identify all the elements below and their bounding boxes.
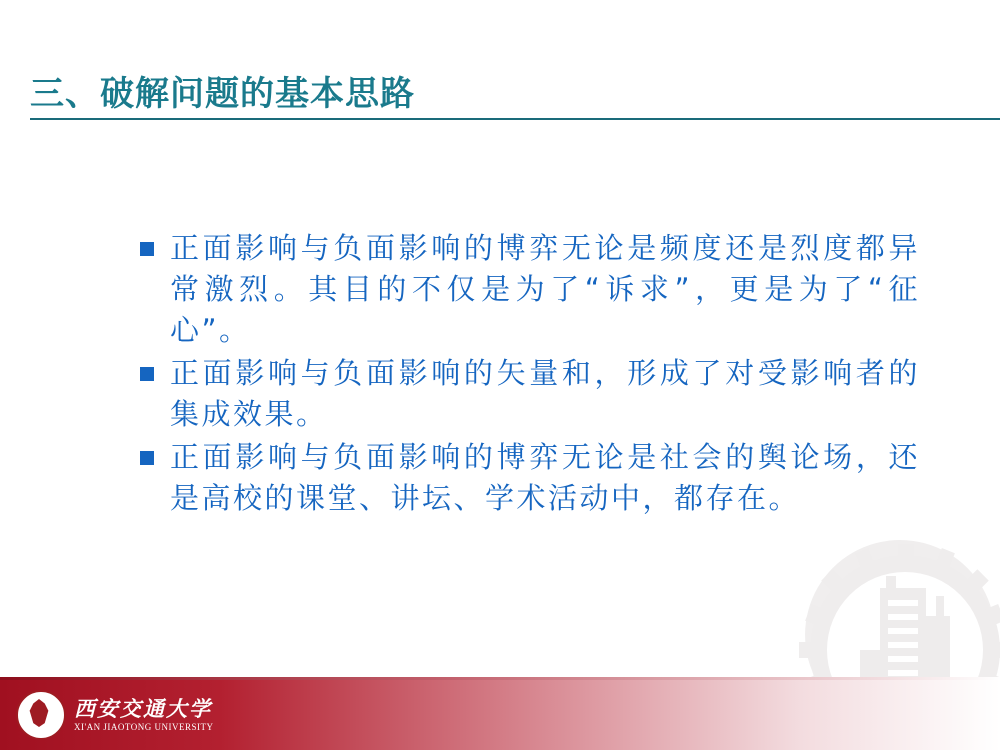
university-logo — [16, 686, 213, 744]
logo-name-en: XI'AN JIAOTONG UNIVERSITY — [74, 722, 214, 732]
title-divider — [30, 118, 1000, 120]
list-item-text: 正面影响与负面影响的博弈无论是频度还是烈度都异常激烈。其目的不仅是为了“诉求”，更是为了“征心”。 — [170, 231, 920, 347]
bullet-list — [140, 228, 920, 521]
logo-name-cn: 西安交通大学 — [74, 696, 212, 721]
list-item — [140, 353, 920, 435]
footer-bar — [0, 680, 1000, 750]
title-area — [0, 70, 1000, 130]
university-seal-icon — [16, 690, 66, 740]
list-item — [140, 228, 920, 351]
page-title: 三、破解问题的基本思路 — [30, 75, 415, 113]
list-item — [140, 437, 920, 519]
square-bullet-icon — [140, 242, 154, 256]
list-item-text: 正面影响与负面影响的博弈无论是社会的舆论场，还是高校的课堂、讲坛、学术活动中，都存在。 — [170, 440, 920, 515]
square-bullet-icon — [140, 367, 154, 381]
logo-text-block — [74, 697, 213, 733]
list-item-text: 正面影响与负面影响的矢量和，形成了对受影响者的集成效果。 — [170, 356, 920, 431]
square-bullet-icon — [140, 451, 154, 465]
